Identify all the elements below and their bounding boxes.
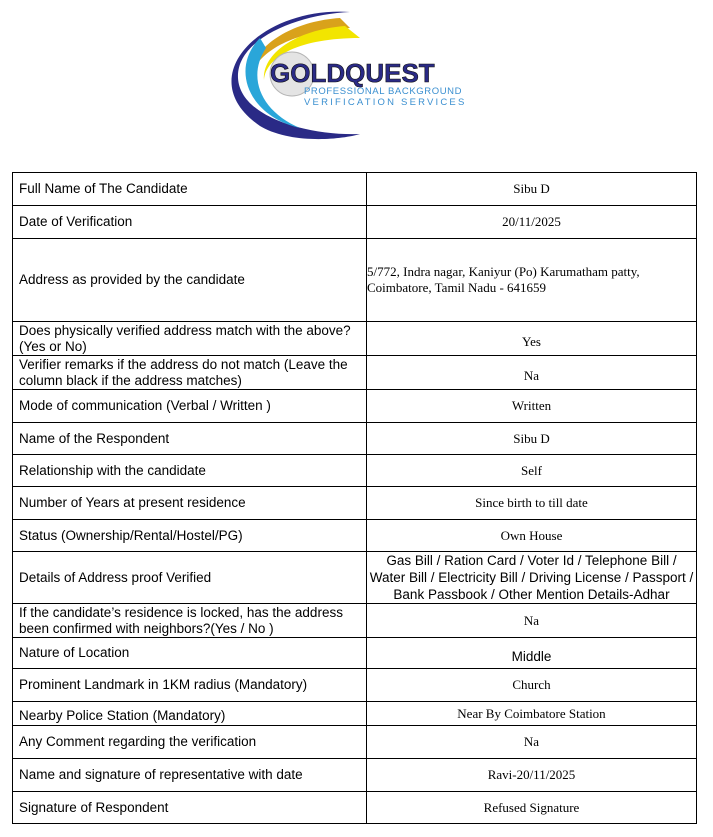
- row-value: Na: [367, 356, 697, 390]
- table-row: [13, 206, 697, 239]
- svg-text:GOLDQUEST: [270, 58, 435, 88]
- logo-graphic: [200, 8, 510, 143]
- table-row: [13, 520, 697, 552]
- logo-tagline-1: PROFESSIONAL BACKGROUND: [304, 86, 463, 97]
- row-value: 5/772, Indra nagar, Kaniyur (Po) Karumatham patty, Coimbatore, Tamil Nadu - 641659: [367, 239, 697, 322]
- row-value: Near By Coimbatore Station: [367, 702, 697, 726]
- goldquest-logo: [200, 8, 510, 143]
- row-label: Mode of communication (Verbal / Written ): [13, 390, 367, 423]
- row-value: Written: [367, 390, 697, 423]
- row-value: Own House: [367, 520, 697, 552]
- table-row: [13, 759, 697, 792]
- table-row: [13, 455, 697, 487]
- row-value: Ravi-20/11/2025: [367, 759, 697, 792]
- row-label: Address as provided by the candidate: [13, 239, 367, 322]
- table-row: [13, 322, 697, 356]
- row-label: Does physically verified address match with the above? (Yes or No): [13, 322, 367, 356]
- row-value: Sibu D: [367, 173, 697, 206]
- table-row: [13, 356, 697, 390]
- table-row: [13, 702, 697, 726]
- row-label: Name of the Respondent: [13, 423, 367, 455]
- table-row: [13, 239, 697, 322]
- row-label: Verifier remarks if the address do not match (Leave the column black if the address matches): [13, 356, 367, 390]
- table-row: [13, 604, 697, 638]
- table-row: [13, 173, 697, 206]
- row-value: Since birth to till date: [367, 487, 697, 520]
- table-row: [13, 792, 697, 824]
- row-label: Prominent Landmark in 1KM radius (Mandatory): [13, 669, 367, 702]
- table-row: [13, 638, 697, 669]
- row-value: Self: [367, 455, 697, 487]
- table-row: [13, 487, 697, 520]
- logo-brand-quest: QUEST: [345, 58, 435, 88]
- verification-table: [12, 172, 697, 824]
- table-row: [13, 552, 697, 604]
- row-value: 20/11/2025: [367, 206, 697, 239]
- row-label: Date of Verification: [13, 206, 367, 239]
- table-row: [13, 726, 697, 759]
- row-label: Any Comment regarding the verification: [13, 726, 367, 759]
- logo-brand-gold: GOLD: [270, 58, 346, 88]
- row-label: Full Name of The Candidate: [13, 173, 367, 206]
- row-value: Yes: [367, 322, 697, 356]
- row-label: If the candidate’s residence is locked, has the address been confirmed with neighbors?(Yes / No ): [13, 604, 367, 638]
- row-value: Na: [367, 604, 697, 638]
- row-label: Details of Address proof Verified: [13, 552, 367, 604]
- row-label: Name and signature of representative with date: [13, 759, 367, 792]
- row-label: Number of Years at present residence: [13, 487, 367, 520]
- row-value: Sibu D: [367, 423, 697, 455]
- row-value: Middle: [367, 638, 697, 669]
- row-value: Na: [367, 726, 697, 759]
- table-row: [13, 423, 697, 455]
- row-value: Gas Bill / Ration Card / Voter Id / Telephone Bill / Water Bill / Electricity Bill / Driving License / Passport / Bank Passbook / Other Mention Details-Adhar: [367, 552, 697, 604]
- table-row: [13, 669, 697, 702]
- row-value: Refused Signature: [367, 792, 697, 824]
- table-row: [13, 390, 697, 423]
- row-label: Nature of Location: [13, 638, 367, 669]
- row-label: Nearby Police Station (Mandatory): [13, 702, 367, 726]
- row-label: Relationship with the candidate: [13, 455, 367, 487]
- row-label: Status (Ownership/Rental/Hostel/PG): [13, 520, 367, 552]
- logo-tagline-2: VERIFICATION SERVICES: [304, 97, 467, 108]
- row-label: Signature of Respondent: [13, 792, 367, 824]
- row-value: Church: [367, 669, 697, 702]
